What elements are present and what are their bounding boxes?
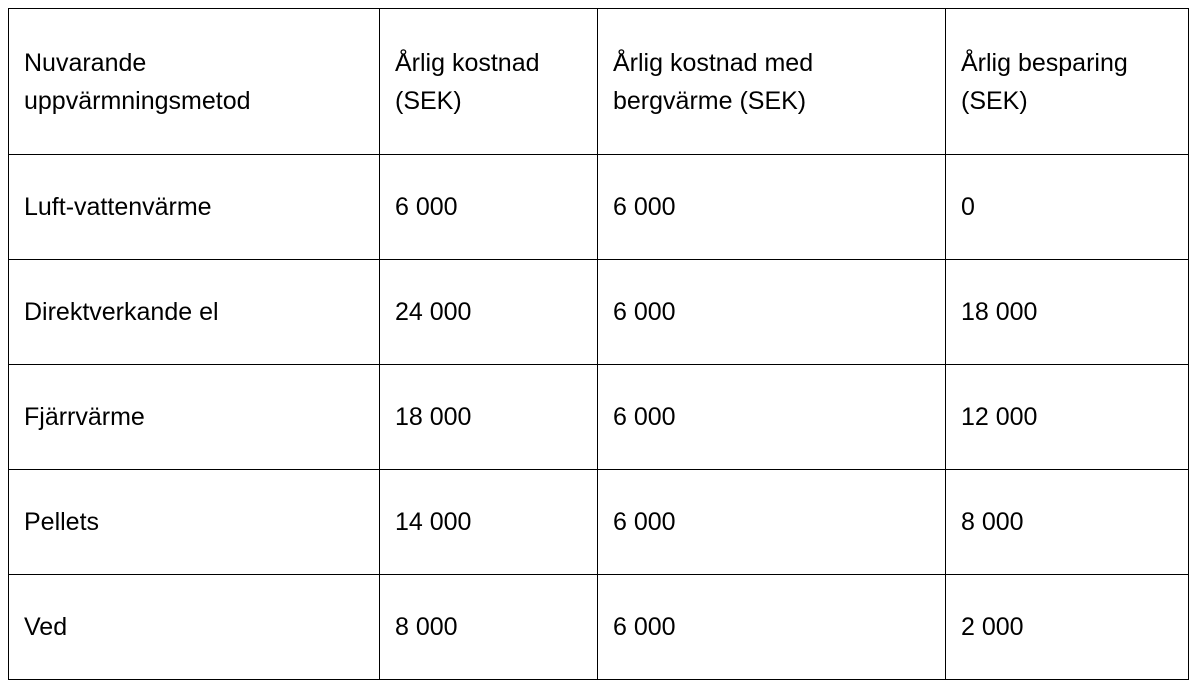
cell-annual-cost-ground-heat: 6 000	[598, 365, 946, 470]
cell-annual-savings: 8 000	[946, 470, 1189, 575]
header-annual-cost: Årlig kostnad (SEK)	[380, 9, 598, 155]
cell-annual-cost: 14 000	[380, 470, 598, 575]
cell-annual-cost: 24 000	[380, 260, 598, 365]
cell-annual-savings: 0	[946, 155, 1189, 260]
cell-annual-cost-ground-heat: 6 000	[598, 575, 946, 680]
cell-method: Fjärrvärme	[9, 365, 380, 470]
cell-annual-cost: 6 000	[380, 155, 598, 260]
header-annual-savings: Årlig besparing (SEK)	[946, 9, 1189, 155]
cell-method: Pellets	[9, 470, 380, 575]
table-row	[9, 155, 1189, 260]
table-header-row	[9, 9, 1189, 155]
cell-annual-savings: 18 000	[946, 260, 1189, 365]
cell-annual-cost-ground-heat: 6 000	[598, 260, 946, 365]
cell-method: Direktverkande el	[9, 260, 380, 365]
cell-method: Ved	[9, 575, 380, 680]
cell-annual-cost-ground-heat: 6 000	[598, 470, 946, 575]
cell-annual-cost-ground-heat: 6 000	[598, 155, 946, 260]
table-row	[9, 575, 1189, 680]
cell-annual-savings: 12 000	[946, 365, 1189, 470]
table-row	[9, 470, 1189, 575]
cell-method: Luft-vattenvärme	[9, 155, 380, 260]
cell-annual-cost: 18 000	[380, 365, 598, 470]
header-current-heating-method: Nuvarande uppvärmningsmetod	[9, 9, 380, 155]
table-row	[9, 260, 1189, 365]
table-row	[9, 365, 1189, 470]
cell-annual-savings: 2 000	[946, 575, 1189, 680]
cell-annual-cost: 8 000	[380, 575, 598, 680]
heating-cost-table	[8, 8, 1189, 680]
header-annual-cost-with-ground-heat: Årlig kostnad med bergvärme (SEK)	[598, 9, 946, 155]
